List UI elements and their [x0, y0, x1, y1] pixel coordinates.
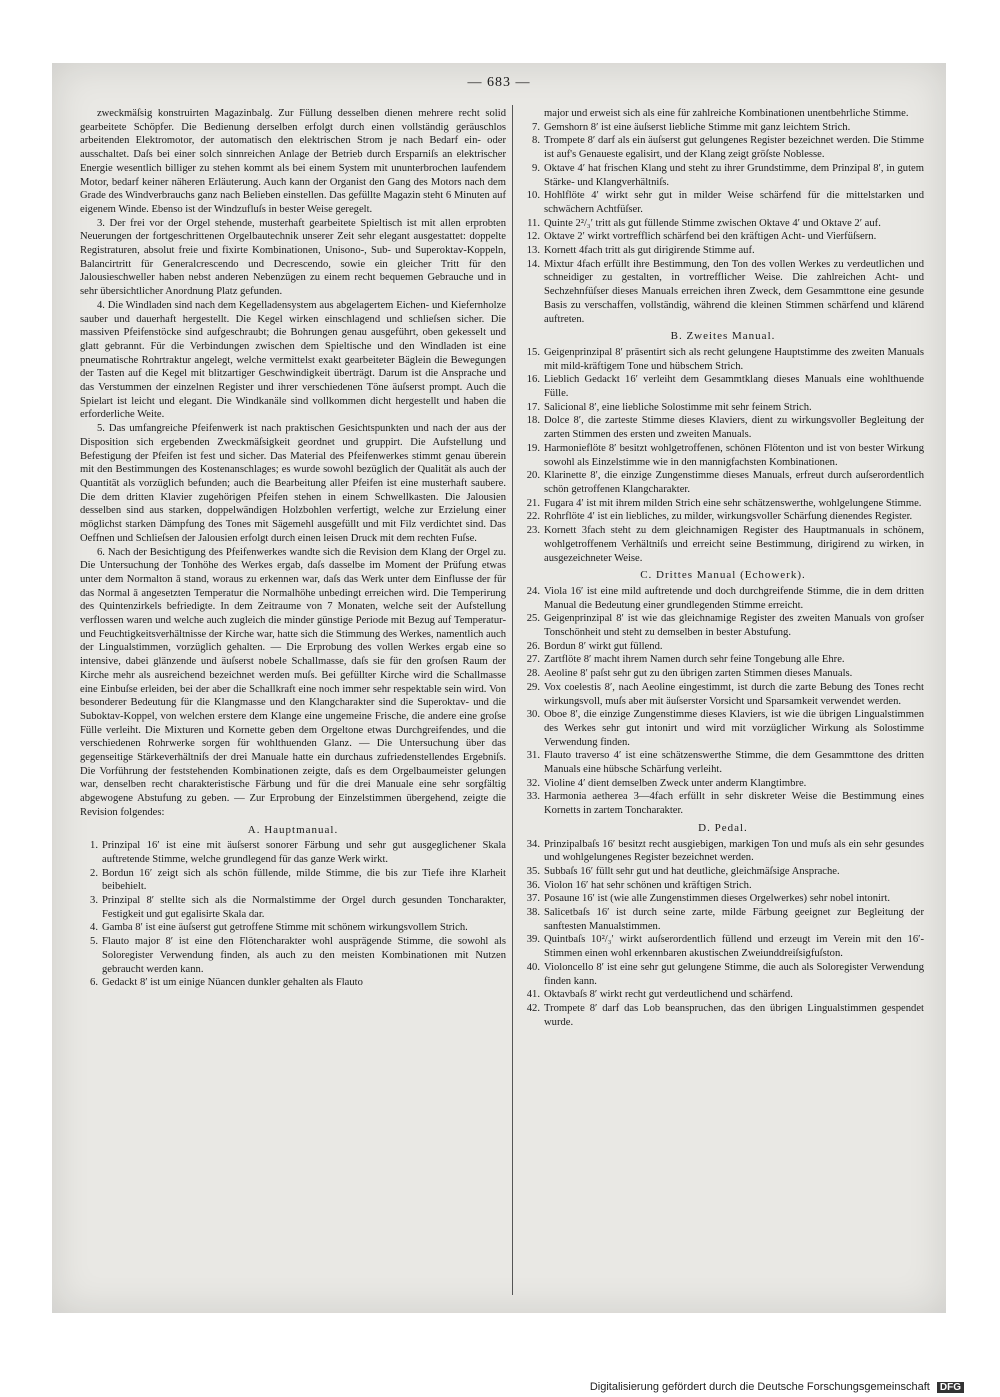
register-number: 33.	[526, 791, 540, 803]
section-a-continued-list	[522, 121, 924, 327]
register-number: 5.	[90, 936, 98, 948]
register-text: Posaune 16′ ist (wie alle Zungenstimmen dieses Orgelwerkes) sehr nobel intonirt.	[544, 893, 891, 905]
register-number: 26.	[526, 640, 540, 652]
register-number: 42.	[526, 1003, 540, 1014]
register-number: 8.	[532, 135, 540, 147]
register-text: Zartflöte 8′ macht ihrem Namen durch sehr feine Tongebung alle Ehre.	[544, 654, 845, 666]
register-text: Bordun 8′ wirkt gut füllend.	[544, 640, 663, 652]
register-item	[522, 892, 924, 906]
register-number: 36.	[526, 879, 540, 891]
register-text: Flauto major 8′ ist eine den Flötencharakter wohl ausprägende Stimme, die sowohl als Soloregister Verwendung finden, als auch zu den meisten Kombinationen mit Nutzen gebraucht werden kann.	[102, 936, 506, 975]
footer-text: Digitalisierung gefördert durch die Deutsche Forschungsgemeinschaft	[589, 1381, 930, 1393]
continuation-text: major und erweist sich als eine für zahlreiche Kombinationen unentbehrliche Stimme.	[544, 108, 909, 119]
register-item	[522, 230, 924, 244]
register-item	[522, 612, 924, 639]
register-number: 25.	[526, 613, 540, 625]
register-text: Flauto traverso 4′ ist eine schätzenswerthe Stimme, die dem Gesammttone des dritten Manuals eine hübsche Schärfung verleiht.	[544, 750, 924, 776]
register-text: Geigenprinzipal 8′ ist wie das gleichnamige Register des zweiten Manuals von groſser Tonschönheit und steht zu demselben in bester Abstufung.	[544, 613, 924, 639]
register-item	[522, 906, 924, 933]
register-item	[522, 346, 924, 373]
register-number: 13.	[526, 245, 540, 257]
register-number: 16.	[526, 374, 540, 386]
section-b-title: B. Zweites Manual.	[670, 330, 776, 343]
page-number: — 683 —	[467, 75, 531, 90]
register-number: 15.	[526, 346, 540, 358]
register-text: Gamba 8′ ist eine äuſserst gut getroffene Stimme mit schönem wirkungsvollem Strich.	[102, 922, 468, 934]
register-item	[80, 935, 506, 976]
register-number: 41.	[526, 989, 540, 1001]
register-text: Salicional 8′, eine liebliche Solostimme mit sehr feinem Strich.	[544, 401, 812, 413]
register-text: Kornett 3fach steht zu dem gleichnamigen Register des Hauptmanuals in schönem, wohlgetroffenem Verhältniſs und erreicht seine Bestimmung, dirigirend zu wirken, in ausgezeichneter Weise.	[544, 525, 924, 564]
register-number: 23.	[526, 525, 540, 537]
register-item	[522, 524, 924, 565]
register-item	[522, 933, 924, 960]
register-item	[80, 894, 506, 921]
register-text: Gedackt 8′ ist um einige Nüancen dunkler gehalten als Flauto	[102, 977, 363, 989]
register-text: Harmonia aetherea 3—4fach erfüllt in sehr diskreter Weise die Bestimmung eines Kornetts in zartem Toncharakter.	[544, 791, 924, 817]
register-text: Salicetbaſs 16′ ist durch seine zarte, milde Färbung geeignet zur Begleitung der sanftesten Manualstimmen.	[544, 907, 924, 932]
register-item	[522, 653, 924, 667]
register-text: Oktavbaſs 8′ wirkt recht gut verdeutlichend und schärfend.	[544, 989, 793, 1001]
register-text: Hohlflöte 4′ wirkt sehr gut in milder Weise schärfend für die mittelstarken und schwächern Achtfüſser.	[544, 190, 924, 215]
register-item	[522, 510, 924, 524]
register-text: Prinzipalbaſs 16′ besitzt recht ausgiebigen, markigen Ton und muſs als ein sehr gesundes und wohlgelungenes Register bezeichnet werden.	[544, 838, 924, 864]
register-text: Rohrflöte 4′ ist ein liebliches, zu milder, wirkungsvoller Schärfung dienendes Register.	[544, 511, 913, 523]
register-item	[522, 121, 924, 135]
register-number: 11.	[527, 217, 540, 229]
register-text: Subbaſs 16′ füllt sehr gut und hat deutliche, gleichmäſsige Ansprache.	[544, 865, 840, 877]
register-text: Aeoline 8′ paſst sehr gut zu den übrigen zarten Stimmen dieses Manuals.	[544, 668, 853, 680]
scanned-page	[52, 63, 946, 1313]
register-number: 35.	[526, 865, 540, 877]
register-text: Violine 4′ dient demselben Zweck unter anderm Klangtimbre.	[544, 777, 807, 789]
register-item	[522, 585, 924, 612]
register-number: 10.	[526, 190, 540, 202]
paragraph: 4. Die Windladen sind nach dem Kegelladensystem aus abgelagertem Eichen- und Kiefernholze sauber und dauerhaft hergestellt. Die Kegel wirken einschlagend und schlieſsen sicher. Die massiven Pfeifenstöcke sind aufgeschraubt; die Bohrungen genau ausgeführt, oben gekesselt und glatt gebrannt. Für die Verbindungen zwischen dem Spieltische und den Windladen ist eine pneumatische Rohrtraktur angelegt, welche vermittelst exakt gearbeiteter Bäglein die Bewegungen der Tasten auf die Kegel mit blitzartiger Geschwindigkeit überträgt. Darum ist die Ansprache und das Verstummen der einzelnen Register und ihrer verschiedenen Töne äuſserst prompt. Auch die Spielart ist leicht und elegant. Die Windkanäle sind vollkommen dicht hergestellt und haben die erforderliche Weite.	[80, 299, 506, 421]
register-item	[522, 244, 924, 258]
register-item	[522, 134, 924, 161]
register-number: 17.	[526, 401, 540, 413]
register-number: 40.	[526, 961, 540, 973]
register-item	[522, 401, 924, 415]
register-item	[522, 667, 924, 681]
register-item	[522, 373, 924, 400]
register-item	[522, 961, 924, 988]
register-number: 27.	[526, 654, 540, 666]
register-text: Trompete 8′ darf als ein äuſserst gut gelungenes Register bezeichnet werden. Die Stimme ist auf's Genaueste egalisirt, und der Klang zeigt gröſste Noblesse.	[544, 135, 924, 161]
paragraph: 5. Das umfangreiche Pfeifenwerk ist nach praktischen Gesichtspunkten und nach der aus der Disposition sich ergebenden Zweckmäſsigkeit geordnet und gruppirt. Die Aufstellung und Befestigung der Pfeifen ist fest und sicher. Das Material des Pfeifenwerkes stimmt genau überein mit den Bestimmungen des Kostenanschlages; es wurde sowohl bezüglich der Qualität als auch der Quantität als vorzüglich befunden; auch die Bearbeitung aller Pfeifen ist eine musterhaft saubere. Die dem dritten Klavier zugehörigen Pfeifen stehen in einem Schwellkasten. Die Jalousien desselben sind aus starken, doppelwändigen Holzbohlen verfertigt, welche zur Erzielung einer möglichst starken Dämpfung des Tones mit Sägemehl ausgefüllt und mit Filz verdichtet sind. Das Oeffnen und Schlieſsen der Jalousien erfolgt durch einen leisen Druck mit dem rechten Fuſse.	[80, 423, 506, 544]
register-text: Violon 16′ hat sehr schönen und kräftigen Strich.	[544, 879, 752, 891]
register-number: 31.	[526, 750, 540, 762]
register-number: 24.	[526, 585, 540, 597]
register-text: Trompete 8′ darf das Lob beanspruchen, das den übrigen Lingualstimmen gespendet wurde.	[544, 1003, 924, 1028]
register-number: 14.	[526, 258, 540, 270]
paragraph: 6. Nach der Besichtigung des Pfeifenwerkes wandte sich die Revision dem Klang der Orgel zu. Die Untersuchung der Tonhöhe des Werkes ergab, daſs dasselbe im Moment der Prüfung etwas unter dem Normalton ā stand, woraus zu erkennen war, daſs das Werk unter dem Einflusse der für das Normal ā angesetzten Temperatur die Normalhöhe unbedingt erreichen wird. Die Temperirung des Quintenzirkels befriedigte. In dem Zeitraume von 7 Monaten, welche seit der Aufstellung verflossen waren und welche auch zugleich die minder günstige Periode mit Bezug auf Temperatur- und Feuchtigkeitsverhältnisse der Kirche war, hatte sich die Stimmung des Werkes, namentlich auch der Lingualstimmen, vorzüglich gehalten. — Die Erprobung des vollen Werkes ergab eine so intensive, dabei glänzende und äuſserst nobele Schallmasse, daſs sie für den groſsen Raum der Kirche mehr als ausreichend bezeichnet werden muſs. Bei gefüllter Kirche wird die Schallmasse eine Einbuſse erleiden, bei der aber die Schallkraft eine noch immer sehr respektable sein wird. Von besonderer Bedeutung für die Klangmasse und den Klangcharakter sind die Superoktav- und die Suboktav-Koppel, von welchen erstere dem Klange eine ungemeine Frische, die andere eine groſse Fülle verleiht. Die Mixturen und Kornette geben dem Orgeltone etwas Durchgreifendes, und die verschiedenen Rohrwerke sorgen für wohlthuenden Glanz. — Die Untersuchung über das gegenseitige Stärkeverhältniſs der drei Manuale hatte ein durchaus zufriedenstellendes Ergebniſs. Die Vorführung der feststehenden Kombinationen zeigte, daſs es dem Orgelbaumeister gelungen war, denselben recht charakteristische Färbung und für die drei Manuale eine sehr sorgfältig abgewogene Abstufung zu geben. — Zur Erprobung der Einzelstimmen übergehend, zeigte die Revision folgendes:	[80, 546, 506, 818]
register-item	[80, 867, 506, 894]
register-text: Violoncello 8′ ist eine sehr gut gelungene Stimme, die auch als Soloregister Verwendung finden kann.	[544, 961, 924, 987]
register-item	[522, 217, 924, 231]
register-number: 3.	[90, 895, 98, 907]
register-item	[522, 777, 924, 791]
register-number: 18.	[526, 415, 540, 427]
section-d-list	[522, 838, 924, 1030]
register-number: 28.	[526, 668, 540, 680]
register-number: 32.	[526, 777, 540, 789]
register-number: 4.	[90, 922, 98, 934]
left-column	[80, 107, 506, 990]
section-a-list	[80, 839, 506, 990]
register-item	[522, 865, 924, 879]
section-c-title: C. Drittes Manual (Echowerk).	[640, 569, 806, 582]
register-text: Quinte 2²/₃′ tritt als gut füllende Stimme zwischen Oktave 4′ und Oktave 2′ auf.	[544, 217, 881, 229]
register-number: 2.	[90, 867, 98, 879]
register-text: Gemshorn 8′ ist eine äuſserst liebliche Stimme mit ganz leichtem Strich.	[544, 121, 851, 133]
register-number: 20.	[526, 470, 540, 482]
register-item	[522, 988, 924, 1002]
register-text: Lieblich Gedackt 16′ verleiht dem Gesammtklang dieses Manuals eine wohlthuende Fülle.	[544, 374, 924, 400]
paragraph: 3. Der frei vor der Orgel stehende, musterhaft gearbeitete Spieltisch ist mit allen erprobten Neuerungen der fortgeschrittenen Orgelbautechnik unserer Zeit sehr elegant ausgestattet: doppelte Registraturen, absolut freie und fixirte Kombinationen, Unisono-, Sub- und Superoktav-Koppeln, Balancirtritt für Generalcrescendo und Decrescendo, sowie ein gleicher Tritt für den Jalousieschweller haben nebst anderen Nebenzügen zu einem recht bequemen Gebrauche und in sehr übersichtlicher Anordnung Platz gefunden.	[80, 217, 506, 298]
register-number: 6.	[90, 977, 98, 989]
register-text: Vox coelestis 8′, nach Aeoline eingestimmt, ist durch die zarte Bebung des Tones recht wirkungsvoll, muſs aber mit äuſserster Vorsicht und Sparsamkeit verwendet werden.	[544, 681, 924, 707]
register-text: Oktave 4′ hat frischen Klang und steht zu ihrer Grundstimme, dem Prinzipal 8′, in gutem Stärke- und Klangverhältniſs.	[544, 162, 924, 188]
register-number: 22.	[526, 511, 540, 523]
register-number: 7.	[532, 121, 540, 133]
register-item	[522, 497, 924, 511]
register-text: Geigenprinzipal 8′ präsentirt sich als recht gelungene Hauptstimme des zweiten Manuals mit mild-kräftigem Tone und hübschem Strich.	[544, 346, 924, 372]
register-number: 29.	[526, 681, 540, 693]
register-text: Bordun 16′ zeigt sich als schön füllende, milde Stimme, die bis zur Tiefe ihre Klarheit beibehielt.	[102, 867, 506, 893]
register-number: 9.	[532, 162, 540, 174]
register-text: Fugara 4′ ist mit ihrem milden Strich eine sehr schätzenswerthe, wohlgelungene Stimme.	[544, 497, 922, 509]
register-text: Prinzipal 16′ ist eine mit äuſserst sonorer Färbung und sehr gut ausgeglichener Skala auftretende Stimme, welche grundlegend für das ganze Werk wirkt.	[102, 840, 506, 865]
register-text: Prinzipal 8′ stellte sich als die Normalstimme der Orgel durch gesunden Toncharakter, Festigkeit und gut egalisirte Skala dar.	[102, 895, 506, 920]
register-item	[522, 640, 924, 654]
register-text: Klarinette 8′, die einzige Zungenstimme dieses Manuals, erfreut durch auſserordentlich schön getroffenen Klangcharakter.	[544, 470, 924, 495]
register-number: 38.	[526, 907, 540, 919]
register-item	[522, 708, 924, 749]
register-number: 19.	[526, 442, 540, 454]
register-text: Oktave 2′ wirkt vortrefflich schärfend bei den kräftigen Acht- und Vierfüſsern.	[544, 231, 877, 243]
register-text: Viola 16′ ist eine mild auftretende und doch durchgreifende Stimme, die in dem dritten Manual die Bedeutung einer grundlegenden Stimme erreicht.	[544, 585, 924, 611]
section-b-list	[522, 346, 924, 565]
paragraph: zweckmäſsig konstruirten Magazinbalg. Zur Füllung desselben dienen mehrere recht solid gearbeitete Schöpfer. Die Bedienung derselben erfolgt durch einen vollständig geräuschlos arbeitenden Elektromotor, der automatisch den elektrischen Strom je nach Bedarf ein- oder ausschaltet. Daſs bei einer solch sinnreichen Anlage der Betrieb durch Ersparniſs an elektrischer Energie wesentlich billiger zu stehen kommt als bei einem System mit ununterbrochen laufendem Motor, bedarf keiner näheren Erläuterung. Auch kann der Organist den Gang des Motors nach dem Grade des Windverbrauchs ganz nach Belieben einstellen. Das gefüllte Magazin steht 6 Minuten auf eigenem Winde. Ebenso ist der Windzufluſs in bester Weise geregelt.	[80, 108, 506, 215]
register-text: Dolce 8′, die zarteste Stimme dieses Klaviers, dient zu wirkungsvoller Begleitung der zarten Stimmen des ersten und zweiten Manuals.	[544, 415, 924, 441]
section-c-list	[522, 585, 924, 818]
left-paragraphs	[80, 107, 506, 820]
register-item	[522, 790, 924, 817]
register-text: Oboe 8′, die einzige Zungenstimme dieses Klaviers, ist wie die übrigen Lingualstimmen des Werkes sehr gut intonirt und wird mit vorzüglicher Wirkung als Solostimme Verwendung finden.	[544, 709, 924, 748]
register-item	[80, 976, 506, 990]
register-number: 39.	[526, 934, 540, 946]
dfg-logo: DFG	[937, 1382, 964, 1393]
register-number: 12.	[526, 231, 540, 243]
register-item	[522, 162, 924, 189]
register-item	[522, 1002, 924, 1029]
register-item	[522, 442, 924, 469]
register-item	[80, 921, 506, 935]
register-text: Kornett 4fach tritt als gut dirigirende Stimme auf.	[544, 245, 755, 257]
register-item	[522, 189, 924, 216]
register-item	[522, 414, 924, 441]
register-number: 1.	[90, 840, 98, 852]
register-item	[522, 879, 924, 893]
register-number: 21.	[526, 497, 540, 509]
section-a-title: A. Hauptmanual.	[247, 823, 339, 836]
register-item	[522, 749, 924, 776]
footer-credit	[590, 1381, 964, 1393]
column-divider	[512, 105, 513, 1295]
register-text: Quintbaſs 10²/₃′ wirkt auſserordentlich füllend und erzeugt im Verein mit den 16′-Stimmen einen wohl erkennbaren akustischen Zweiunddreiſsigfuſston.	[544, 934, 924, 960]
section-d-title: D. Pedal.	[698, 821, 748, 834]
register-item	[522, 469, 924, 496]
register-item	[522, 258, 924, 327]
register-number: 34.	[526, 838, 540, 850]
register-text: Harmonieflöte 8′ besitzt wohlgetroffenen, schönen Flötenton und ist von bester Wirkung sowohl als Einzelstimme wie in den mannigfachsten Kombinationen.	[544, 442, 924, 468]
register-text: Mixtur 4fach erfüllt ihre Bestimmung, den Ton des vollen Werkes zu verdeutlichen und schneidiger zu gestalten, in vortrefflicher Weise. Die zahlreichen Acht- und Sechzehnfüſser dieses Manuals erreichen ihren Zweck, dem Gesammttone eine gesunde Basis zu verschaffen, vollständig, während die kleinen Stimmen schärfend und klärend auftreten.	[544, 258, 924, 325]
register-item	[80, 839, 506, 866]
register-number: 37.	[526, 893, 540, 905]
register-item	[522, 838, 924, 865]
register-number: 30.	[526, 709, 540, 721]
right-column	[522, 107, 924, 1029]
register-item	[522, 681, 924, 708]
